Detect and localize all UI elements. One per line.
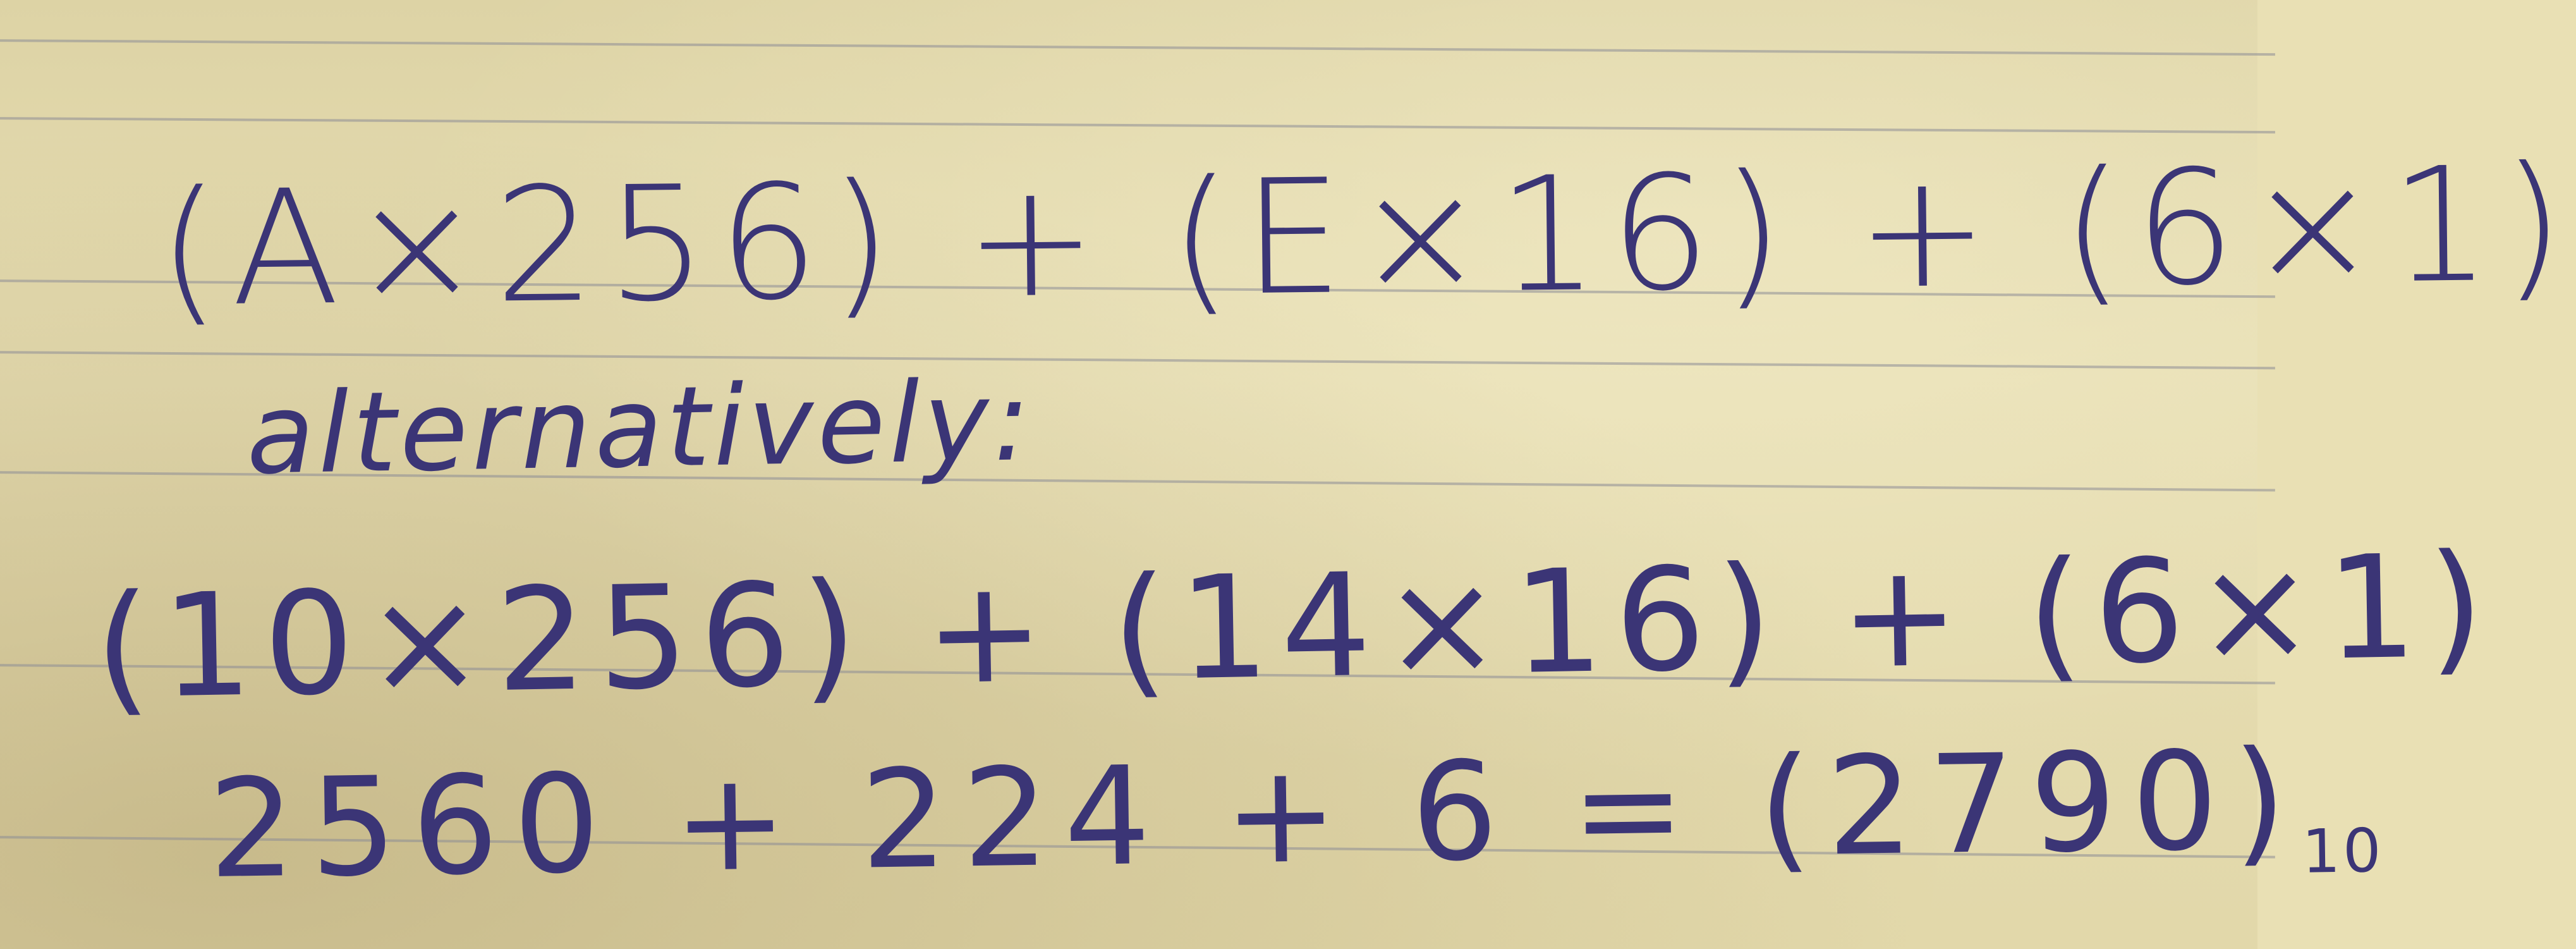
alternatively-label: alternatively: bbox=[245, 357, 1035, 499]
ruled-line bbox=[0, 351, 2275, 369]
expression-hex-digits: (A×256) + (E×16) + (6×1) bbox=[157, 132, 2576, 342]
sum-result bbox=[207, 720, 2385, 912]
ruled-line bbox=[0, 117, 2275, 133]
sum-result-main: 2560 + 224 + 6 = (2790) bbox=[207, 720, 2303, 909]
expression-decimal-digits: (10×256) + (14×16) + (6×1) bbox=[93, 523, 2497, 732]
ruled-line bbox=[0, 39, 2275, 56]
base-subscript: 10 bbox=[2301, 816, 2385, 887]
